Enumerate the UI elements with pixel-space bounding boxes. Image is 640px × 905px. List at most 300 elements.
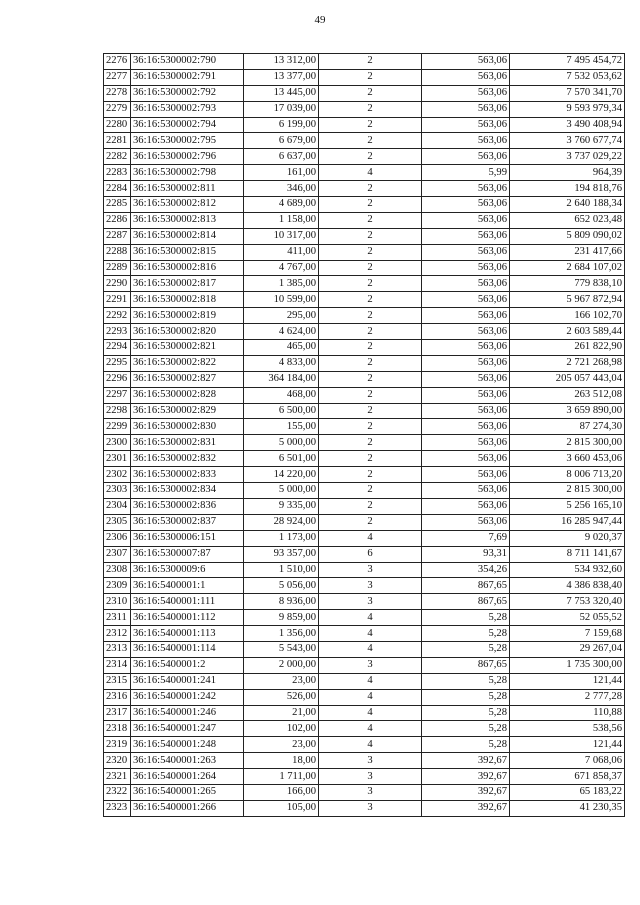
cadastral-number: 36:16:5400001:247 [131,721,244,737]
table-row [104,69,625,85]
category-cell: 4 [319,610,422,626]
cadastral-number: 36:16:5300002:830 [131,419,244,435]
rate-cell: 563,06 [422,101,510,117]
category-cell: 2 [319,451,422,467]
area-cell: 4 833,00 [244,355,319,371]
table-row [104,355,625,371]
value-cell: 2 684 107,02 [510,260,625,276]
table-row [104,260,625,276]
row-number: 2294 [104,340,131,356]
rate-cell: 563,06 [422,403,510,419]
category-cell: 2 [319,419,422,435]
cadastral-number: 36:16:5300002:829 [131,403,244,419]
table-row [104,530,625,546]
table-row [104,54,625,70]
table-row [104,753,625,769]
cadastral-number: 36:16:5300002:822 [131,355,244,371]
area-cell: 13 377,00 [244,69,319,85]
category-cell: 4 [319,737,422,753]
value-cell: 3 760 677,74 [510,133,625,149]
table-row [104,403,625,419]
value-cell: 1 735 300,00 [510,657,625,673]
value-cell: 7 532 053,62 [510,69,625,85]
rate-cell: 392,67 [422,784,510,800]
rate-cell: 867,65 [422,657,510,673]
category-cell: 3 [319,753,422,769]
cadastral-number: 36:16:5300002:814 [131,228,244,244]
table-row [104,228,625,244]
category-cell: 2 [319,54,422,70]
table-row [104,197,625,213]
row-number: 2306 [104,530,131,546]
area-cell: 155,00 [244,419,319,435]
table-row [104,149,625,165]
rate-cell: 5,28 [422,673,510,689]
table-row [104,626,625,642]
cadastral-number: 36:16:5300002:790 [131,54,244,70]
row-number: 2291 [104,292,131,308]
table-row [104,673,625,689]
area-cell: 364 184,00 [244,371,319,387]
area-cell: 17 039,00 [244,101,319,117]
category-cell: 2 [319,292,422,308]
rate-cell: 563,06 [422,276,510,292]
row-number: 2303 [104,483,131,499]
area-cell: 6 501,00 [244,451,319,467]
category-cell: 3 [319,594,422,610]
table-row [104,594,625,610]
table-row [104,212,625,228]
area-cell: 346,00 [244,181,319,197]
category-cell: 2 [319,435,422,451]
category-cell: 4 [319,721,422,737]
rate-cell: 392,67 [422,753,510,769]
area-cell: 5 543,00 [244,641,319,657]
category-cell: 2 [319,101,422,117]
table-row [104,165,625,181]
rate-cell: 563,06 [422,212,510,228]
value-cell: 779 838,10 [510,276,625,292]
rate-cell: 867,65 [422,578,510,594]
rate-cell: 563,06 [422,324,510,340]
table-row [104,562,625,578]
table-row [104,451,625,467]
cadastral-number: 36:16:5300002:819 [131,308,244,324]
category-cell: 2 [319,133,422,149]
category-cell: 2 [319,197,422,213]
category-cell: 3 [319,800,422,816]
value-cell: 2 815 300,00 [510,435,625,451]
table-row [104,737,625,753]
table-row [104,324,625,340]
cadastral-number: 36:16:5400001:114 [131,641,244,657]
row-number: 2279 [104,101,131,117]
category-cell: 2 [319,69,422,85]
table-row [104,546,625,562]
cadastral-number: 36:16:5300002:798 [131,165,244,181]
area-cell: 28 924,00 [244,514,319,530]
category-cell: 4 [319,165,422,181]
value-cell: 2 640 188,34 [510,197,625,213]
area-cell: 6 199,00 [244,117,319,133]
row-number: 2317 [104,705,131,721]
category-cell: 2 [319,212,422,228]
table-row [104,435,625,451]
rate-cell: 563,06 [422,117,510,133]
row-number: 2287 [104,228,131,244]
category-cell: 2 [319,276,422,292]
value-cell: 65 183,22 [510,784,625,800]
area-cell: 1 711,00 [244,769,319,785]
rate-cell: 93,31 [422,546,510,562]
area-cell: 4 689,00 [244,197,319,213]
rate-cell: 563,06 [422,435,510,451]
row-number: 2312 [104,626,131,642]
cadastral-number: 36:16:5300002:831 [131,435,244,451]
table-row [104,641,625,657]
row-number: 2286 [104,212,131,228]
category-cell: 4 [319,705,422,721]
rate-cell: 563,06 [422,514,510,530]
category-cell: 2 [319,340,422,356]
cadastral-number: 36:16:5300002:813 [131,212,244,228]
row-number: 2278 [104,85,131,101]
category-cell: 3 [319,769,422,785]
row-number: 2298 [104,403,131,419]
category-cell: 4 [319,641,422,657]
row-number: 2305 [104,514,131,530]
row-number: 2300 [104,435,131,451]
rate-cell: 563,06 [422,133,510,149]
area-cell: 21,00 [244,705,319,721]
cadastral-number: 36:16:5300002:828 [131,387,244,403]
rate-cell: 563,06 [422,467,510,483]
category-cell: 2 [319,308,422,324]
area-cell: 4 624,00 [244,324,319,340]
area-cell: 5 000,00 [244,483,319,499]
category-cell: 4 [319,530,422,546]
area-cell: 161,00 [244,165,319,181]
category-cell: 3 [319,657,422,673]
rate-cell: 5,99 [422,165,510,181]
cadastral-number: 36:16:5300009:6 [131,562,244,578]
area-cell: 6 500,00 [244,403,319,419]
cadastral-number: 36:16:5400001:241 [131,673,244,689]
rate-cell: 563,06 [422,498,510,514]
cadastral-number: 36:16:5300007:87 [131,546,244,562]
rate-cell: 7,69 [422,530,510,546]
value-cell: 9 020,37 [510,530,625,546]
rate-cell: 5,28 [422,626,510,642]
area-cell: 468,00 [244,387,319,403]
cadastral-number: 36:16:5400001:242 [131,689,244,705]
value-cell: 8 711 141,67 [510,546,625,562]
value-cell: 4 386 838,40 [510,578,625,594]
row-number: 2320 [104,753,131,769]
category-cell: 4 [319,626,422,642]
value-cell: 964,39 [510,165,625,181]
category-cell: 2 [319,228,422,244]
table-row [104,689,625,705]
rate-cell: 354,26 [422,562,510,578]
row-number: 2302 [104,467,131,483]
rate-cell: 563,06 [422,260,510,276]
table-row [104,133,625,149]
row-number: 2277 [104,69,131,85]
value-cell: 87 274,30 [510,419,625,435]
table-row [104,181,625,197]
rate-cell: 563,06 [422,340,510,356]
rate-cell: 563,06 [422,292,510,308]
table-row [104,292,625,308]
cadastral-number: 36:16:5300002:791 [131,69,244,85]
cadastral-number: 36:16:5400001:2 [131,657,244,673]
category-cell: 4 [319,689,422,705]
table-row [104,419,625,435]
value-cell: 7 495 454,72 [510,54,625,70]
category-cell: 6 [319,546,422,562]
category-cell: 2 [319,467,422,483]
category-cell: 2 [319,244,422,260]
rate-cell: 563,06 [422,419,510,435]
category-cell: 2 [319,85,422,101]
table-row [104,784,625,800]
cadastral-number: 36:16:5300002:837 [131,514,244,530]
area-cell: 1 356,00 [244,626,319,642]
cadastral-number: 36:16:5300002:816 [131,260,244,276]
category-cell: 2 [319,403,422,419]
cadastral-number: 36:16:5300002:833 [131,467,244,483]
value-cell: 652 023,48 [510,212,625,228]
area-cell: 23,00 [244,737,319,753]
area-cell: 526,00 [244,689,319,705]
category-cell: 2 [319,260,422,276]
row-number: 2284 [104,181,131,197]
value-cell: 2 603 589,44 [510,324,625,340]
cadastral-number: 36:16:5300002:812 [131,197,244,213]
cadastral-number: 36:16:5300002:820 [131,324,244,340]
category-cell: 3 [319,784,422,800]
area-cell: 8 936,00 [244,594,319,610]
cadastral-number: 36:16:5300002:796 [131,149,244,165]
value-cell: 671 858,37 [510,769,625,785]
table-row [104,800,625,816]
table-row [104,117,625,133]
rate-cell: 5,28 [422,689,510,705]
area-cell: 2 000,00 [244,657,319,673]
row-number: 2280 [104,117,131,133]
cadastral-number: 36:16:5400001:264 [131,769,244,785]
table-row [104,657,625,673]
value-cell: 9 593 979,34 [510,101,625,117]
value-cell: 7 068,06 [510,753,625,769]
rate-cell: 867,65 [422,594,510,610]
cadastral-number: 36:16:5300002:832 [131,451,244,467]
value-cell: 534 932,60 [510,562,625,578]
category-cell: 2 [319,181,422,197]
value-cell: 2 815 300,00 [510,483,625,499]
area-cell: 9 335,00 [244,498,319,514]
category-cell: 2 [319,387,422,403]
cadastral-number: 36:16:5400001:113 [131,626,244,642]
category-cell: 4 [319,673,422,689]
table-row [104,308,625,324]
value-cell: 5 256 165,10 [510,498,625,514]
row-number: 2318 [104,721,131,737]
rate-cell: 563,06 [422,85,510,101]
rate-cell: 563,06 [422,197,510,213]
value-cell: 29 267,04 [510,641,625,657]
value-cell: 3 490 408,94 [510,117,625,133]
table-body [104,54,625,817]
area-cell: 1 158,00 [244,212,319,228]
table-row [104,467,625,483]
cadastral-number: 36:16:5300002:834 [131,483,244,499]
value-cell: 7 570 341,70 [510,85,625,101]
category-cell: 2 [319,514,422,530]
area-cell: 18,00 [244,753,319,769]
rate-cell: 5,28 [422,705,510,721]
area-cell: 105,00 [244,800,319,816]
table-row [104,276,625,292]
value-cell: 52 055,52 [510,610,625,626]
table-row [104,244,625,260]
rate-cell: 563,06 [422,69,510,85]
value-cell: 263 512,08 [510,387,625,403]
value-cell: 538,56 [510,721,625,737]
rate-cell: 563,06 [422,308,510,324]
row-number: 2289 [104,260,131,276]
cadastral-number: 36:16:5400001:1 [131,578,244,594]
cadastral-number: 36:16:5400001:248 [131,737,244,753]
area-cell: 93 357,00 [244,546,319,562]
table-row [104,387,625,403]
value-cell: 231 417,66 [510,244,625,260]
row-number: 2295 [104,355,131,371]
area-cell: 4 767,00 [244,260,319,276]
category-cell: 3 [319,562,422,578]
row-number: 2301 [104,451,131,467]
row-number: 2281 [104,133,131,149]
value-cell: 7 753 320,40 [510,594,625,610]
cadastral-number: 36:16:5300002:792 [131,85,244,101]
table-row [104,705,625,721]
rate-cell: 563,06 [422,483,510,499]
row-number: 2293 [104,324,131,340]
cadastral-number: 36:16:5400001:111 [131,594,244,610]
row-number: 2310 [104,594,131,610]
area-cell: 10 317,00 [244,228,319,244]
cadastral-number: 36:16:5300002:827 [131,371,244,387]
cadastral-number: 36:16:5300006:151 [131,530,244,546]
row-number: 2290 [104,276,131,292]
rate-cell: 5,28 [422,737,510,753]
area-cell: 14 220,00 [244,467,319,483]
rate-cell: 563,06 [422,54,510,70]
value-cell: 3 660 453,06 [510,451,625,467]
rate-cell: 5,28 [422,721,510,737]
row-number: 2282 [104,149,131,165]
row-number: 2285 [104,197,131,213]
row-number: 2296 [104,371,131,387]
area-cell: 9 859,00 [244,610,319,626]
value-cell: 205 057 443,04 [510,371,625,387]
area-cell: 1 385,00 [244,276,319,292]
row-number: 2313 [104,641,131,657]
row-number: 2297 [104,387,131,403]
table-row [104,340,625,356]
table-row [104,483,625,499]
row-number: 2308 [104,562,131,578]
area-cell: 6 637,00 [244,149,319,165]
area-cell: 23,00 [244,673,319,689]
rate-cell: 563,06 [422,451,510,467]
value-cell: 5 967 872,94 [510,292,625,308]
area-cell: 5 000,00 [244,435,319,451]
table-row [104,578,625,594]
cadastral-number: 36:16:5300002:793 [131,101,244,117]
row-number: 2323 [104,800,131,816]
value-cell: 121,44 [510,737,625,753]
rate-cell: 563,06 [422,181,510,197]
row-number: 2309 [104,578,131,594]
area-cell: 465,00 [244,340,319,356]
table-row [104,498,625,514]
category-cell: 2 [319,498,422,514]
row-number: 2292 [104,308,131,324]
rate-cell: 5,28 [422,641,510,657]
area-cell: 10 599,00 [244,292,319,308]
category-cell: 2 [319,371,422,387]
value-cell: 5 809 090,02 [510,228,625,244]
value-cell: 261 822,90 [510,340,625,356]
row-number: 2283 [104,165,131,181]
cadastral-number: 36:16:5400001:266 [131,800,244,816]
table-row [104,514,625,530]
value-cell: 110,88 [510,705,625,721]
table-row [104,371,625,387]
area-cell: 1 510,00 [244,562,319,578]
row-number: 2316 [104,689,131,705]
cadastral-number: 36:16:5300002:821 [131,340,244,356]
value-cell: 3 659 890,00 [510,403,625,419]
row-number: 2304 [104,498,131,514]
category-cell: 2 [319,355,422,371]
value-cell: 2 777,28 [510,689,625,705]
row-number: 2315 [104,673,131,689]
row-number: 2311 [104,610,131,626]
value-cell: 194 818,76 [510,181,625,197]
category-cell: 2 [319,117,422,133]
value-cell: 7 159,68 [510,626,625,642]
cadastral-number: 36:16:5300002:817 [131,276,244,292]
area-cell: 13 312,00 [244,54,319,70]
cadastral-number: 36:16:5400001:246 [131,705,244,721]
area-cell: 13 445,00 [244,85,319,101]
table-row [104,610,625,626]
rate-cell: 563,06 [422,149,510,165]
rate-cell: 563,06 [422,371,510,387]
value-cell: 3 737 029,22 [510,149,625,165]
cadastral-number: 36:16:5400001:265 [131,784,244,800]
row-number: 2299 [104,419,131,435]
value-cell: 2 721 268,98 [510,355,625,371]
area-cell: 295,00 [244,308,319,324]
rate-cell: 392,67 [422,800,510,816]
row-number: 2276 [104,54,131,70]
rate-cell: 563,06 [422,387,510,403]
cadastral-number: 36:16:5300002:794 [131,117,244,133]
